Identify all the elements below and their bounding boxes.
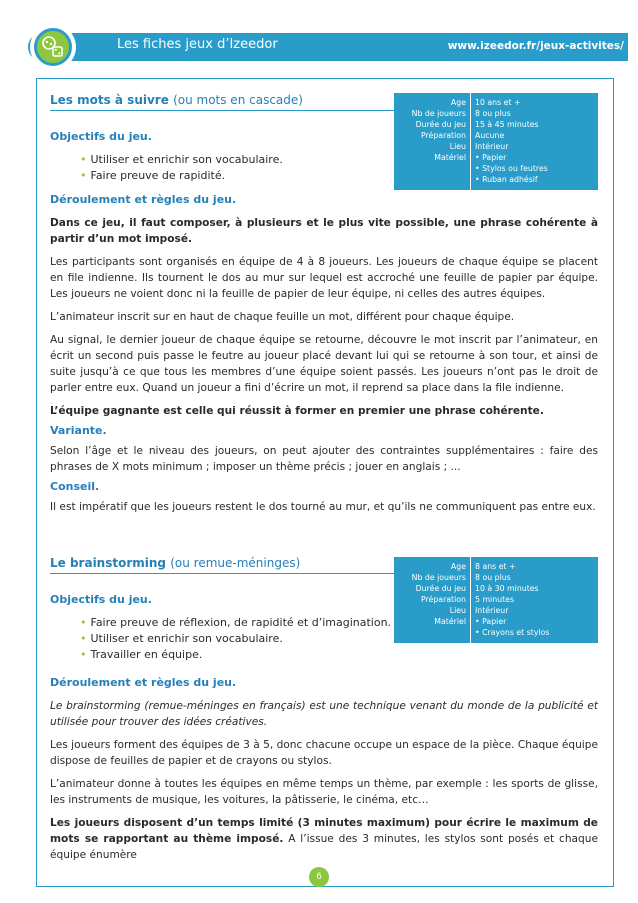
objectives-title: Objectifs du jeu.: [50, 130, 152, 143]
info-value: 8 ans et +: [475, 562, 516, 571]
info-value: • Papier: [475, 153, 507, 162]
game-title-note: (ou remue-méninges): [170, 556, 301, 570]
rules-paragraph: [50, 815, 598, 863]
tip-title: Conseil.: [50, 480, 100, 493]
info-label: Age: [450, 562, 466, 571]
objective-item: • Travailler en équipe.: [80, 647, 598, 663]
rules-intro: Le brainstorming (remue-méninges en français) est une technique venant du monde de la publicité et utilisée pour trouver des idées créatives.: [50, 700, 598, 728]
info-value: • Papier: [475, 617, 507, 626]
info-labels: [394, 93, 471, 190]
objectives-title: Objectifs du jeu.: [50, 593, 152, 606]
info-value: • Stylos ou feutres: [475, 164, 548, 173]
info-value: • Crayons et stylos: [475, 628, 550, 637]
game-title: [50, 556, 395, 574]
game-info-box-2: [394, 557, 598, 643]
rules-title: Déroulement et règles du jeu.: [50, 676, 237, 689]
info-value: 8 ou plus: [475, 573, 511, 582]
info-label: Nb de joueurs: [411, 573, 466, 582]
variant-text: Selon l’âge et le niveau des joueurs, on peut ajouter des contraintes supplémentaires : faire des phrases de X mots minimum ; imposer un thème précis ; jouer en anglais ; ...: [50, 445, 598, 473]
rules-paragraph: Les joueurs forment des équipes de 3 à 5, donc chacune occupe un espace de la pièce. Chaque équipe dispose de feuilles de papier et de crayons ou stylos.: [50, 739, 598, 767]
objective-item: • Faire preuve de réflexion, de rapidité et d’imagination.: [80, 615, 598, 631]
objective-item: • Faire preuve de rapidité.: [80, 168, 598, 184]
dice-dots-icon: [41, 35, 65, 59]
objective-item: • Utiliser et enrichir son vocabulaire.: [80, 631, 598, 647]
info-value: 10 ans et +: [475, 98, 521, 107]
info-label: Préparation: [420, 131, 466, 140]
rules-continuation: A l’issue des 3 minutes, les stylos sont posés et chaque équipe énumère: [50, 833, 598, 861]
info-value: 5 minutes: [475, 595, 514, 604]
info-value: Intérieur: [475, 142, 509, 151]
game-title-text: Les mots à suivre: [50, 93, 169, 107]
info-label: Age: [450, 98, 466, 107]
rules-intro: Dans ce jeu, il faut composer, à plusieurs et le plus vite possible, une phrase cohérente à partir d’un mot imposé.: [50, 217, 598, 245]
site-url[interactable]: www.izeedor.fr/jeux-activites/: [447, 40, 624, 52]
info-value: 10 à 30 minutes: [475, 584, 539, 593]
info-labels: [394, 557, 471, 643]
rules-time-limit: Les joueurs disposent d’un temps limité (3 minutes maximum) pour écrire le maximum de mots se rapportant au thème imposé.: [50, 817, 598, 845]
game-title-text: Le brainstorming: [50, 556, 167, 570]
game-title-note: (ou mots en cascade): [173, 93, 303, 107]
game-info-box-1: [394, 93, 598, 190]
game-title: [50, 93, 395, 111]
rules-paragraph: Les participants sont organisés en équipe de 4 à 8 joueurs. Les joueurs de chaque équipe se placent en file indienne. Ils tournent le dos au mur sur lequel est accroché une feuille de papier par équipe. Les joueurs ne voient donc ni la feuille de papier de leur équipe, ni celles des autres équipes.: [50, 256, 598, 300]
rules-paragraph: Au signal, le dernier joueur de chaque équipe se retourne, découvre le mot inscrit par l’animateur, en écrit un second puis passe le feutre au joueur placé devant lui qui se retourne à son tour, et ainsi de suite jusqu’à ce que tous les membres d’une équipe soient passés. Les joueurs n’ont pas le droit de parler entre eux. Quand un joueur a fini d’écrire un mot, il reprend sa place dans la file indienne.: [50, 334, 598, 394]
info-label: Durée du jeu: [415, 584, 466, 593]
info-value: • Ruban adhésif: [475, 175, 538, 184]
rules-title: Déroulement et règles du jeu.: [50, 193, 237, 206]
objective-item: • Utiliser et enrichir son vocabulaire.: [80, 152, 598, 168]
rules-paragraph: L’animateur inscrit sur en haut de chaque feuille un mot, différent pour chaque équipe.: [50, 311, 515, 323]
info-label: Matériel: [434, 617, 466, 626]
info-label: Lieu: [449, 606, 466, 615]
info-value: Aucune: [475, 131, 505, 140]
brand-title: Les fiches jeux d’Izeedor: [117, 37, 278, 52]
info-label: Lieu: [449, 142, 466, 151]
variant-title: Variante.: [50, 424, 107, 437]
info-values: [471, 93, 548, 190]
info-values: [471, 557, 549, 643]
tip-text: Il est impératif que les joueurs restent le dos tourné au mur, et qu’ils ne communiquent pas entre eux.: [50, 501, 596, 513]
info-label: Matériel: [434, 153, 466, 162]
info-label: Préparation: [420, 595, 466, 604]
info-value: Intérieur: [475, 606, 509, 615]
info-label: Nb de joueurs: [411, 109, 466, 118]
info-value: 15 à 45 minutes: [475, 120, 539, 129]
page-number: 6: [309, 867, 329, 887]
izeedor-logo: [34, 28, 72, 66]
rules-paragraph: L’animateur donne à toutes les équipes en même temps un thème, par exemple : les sports de glisse, les instruments de musique, les voitures, la pâtisserie, le cinéma, etc…: [50, 778, 598, 806]
info-label: Durée du jeu: [415, 120, 466, 129]
info-value: 8 ou plus: [475, 109, 511, 118]
rules-winner: L’équipe gagnante est celle qui réussit à former en premier une phrase cohérente.: [50, 405, 544, 417]
